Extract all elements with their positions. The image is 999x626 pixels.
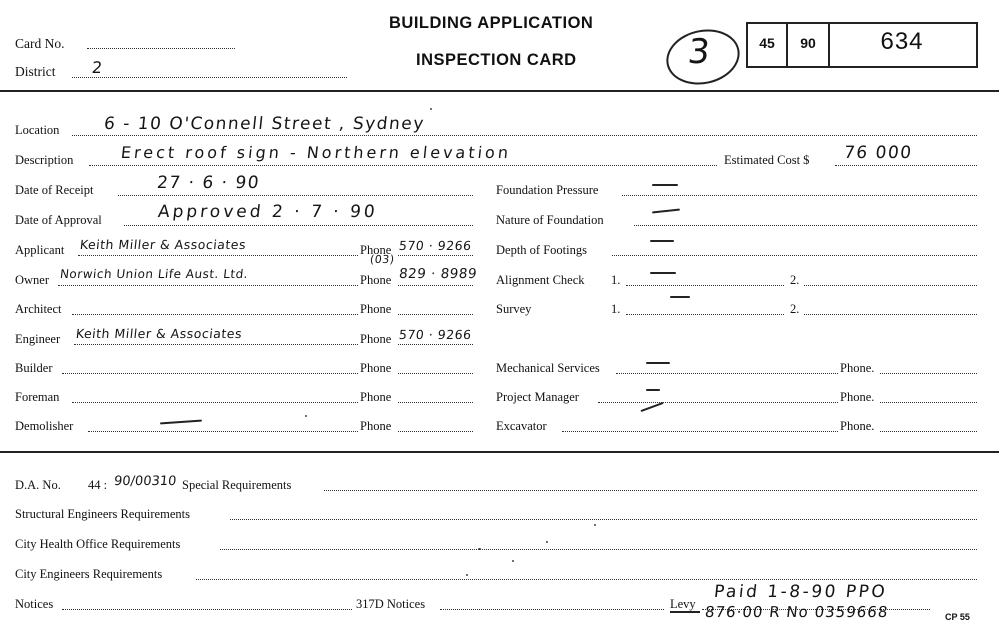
project-manager-line	[598, 402, 838, 403]
builder-line	[62, 373, 358, 374]
description-line	[89, 165, 717, 166]
builder-phone-label: Phone	[360, 361, 392, 375]
excavator-phone-label: Phone.	[840, 419, 875, 433]
project-manager-dash	[646, 389, 660, 391]
owner-phone-line	[398, 285, 473, 286]
estimated-cost-label: Estimated Cost $	[724, 153, 810, 167]
levy-label: Levy	[670, 597, 696, 611]
date-approval-value: Approved 2 · 7 · 90	[156, 202, 379, 222]
architect-label: Architect	[15, 302, 62, 316]
architect-line	[72, 314, 358, 315]
location-value: 6 - 10 O'Connell Street , Sydney	[102, 114, 426, 134]
notices-label: Notices	[15, 597, 54, 611]
scan-speck	[546, 541, 548, 543]
scan-speck	[512, 560, 514, 562]
scan-speck	[430, 108, 432, 110]
engineer-phone-line	[398, 344, 473, 345]
nature-foundation-dash	[652, 209, 680, 214]
applicant-line	[78, 255, 358, 256]
da-prefix: 44 :	[88, 478, 108, 492]
notices-line	[62, 609, 352, 610]
special-label: Special Requirements	[182, 478, 292, 492]
mechanical-line	[616, 373, 838, 374]
foreman-phone-line	[398, 402, 473, 403]
structural-label: Structural Engineers Requirements	[15, 507, 190, 521]
owner-value: Norwich Union Life Aust. Ltd.	[59, 267, 249, 281]
owner-phone: 829 · 8989	[398, 266, 478, 282]
date-receipt-label: Date of Receipt	[15, 183, 94, 197]
depth-footings-dash	[650, 240, 674, 242]
estimated-cost-value: 76 000	[842, 143, 914, 163]
demolisher-phone-label: Phone	[360, 419, 392, 433]
location-label: Location	[15, 123, 60, 137]
description-value: Erect roof sign - Northern elevation	[120, 143, 513, 162]
scan-speck	[305, 415, 307, 417]
form-code: CP 55	[945, 612, 970, 622]
demolisher-line	[88, 431, 358, 432]
foreman-phone-label: Phone	[360, 390, 392, 404]
mechanical-label: Mechanical Services	[496, 361, 600, 375]
nature-foundation-line	[634, 225, 977, 226]
depth-footings-line	[612, 255, 977, 256]
applicant-phone: 570 · 9266	[398, 238, 473, 253]
applicant-label: Applicant	[15, 243, 65, 257]
district-value: 2	[91, 58, 105, 77]
levy-amount: 876·00 R No 0359668	[704, 603, 890, 621]
box-a: 45	[759, 35, 775, 51]
applicant-phone-line	[398, 255, 473, 256]
foreman-line	[72, 402, 358, 403]
date-receipt-line	[118, 195, 473, 196]
district-line	[72, 77, 347, 78]
demolisher-phone-line	[398, 431, 473, 432]
date-approval-label: Date of Approval	[15, 213, 102, 227]
depth-footings-label: Depth of Footings	[496, 243, 587, 257]
applicant-value: Keith Miller & Associates	[79, 237, 247, 252]
alignment-check-label: Alignment Check	[496, 273, 585, 287]
health-label: City Health Office Requirements	[15, 537, 181, 551]
project-manager-phone-line	[880, 402, 977, 403]
project-manager-phone-label: Phone.	[840, 390, 875, 404]
levy-paid: Paid 1-8-90 PPO	[712, 582, 889, 602]
card-no-label: Card No.	[15, 36, 65, 51]
middle-rule	[0, 451, 999, 453]
applicant-phone-label: Phone	[360, 243, 392, 257]
box-number: 634	[880, 28, 924, 55]
levy-underline	[670, 611, 700, 613]
alignment-two-line	[804, 285, 977, 286]
builder-phone-line	[398, 373, 473, 374]
city-eng-label: City Engineers Requirements	[15, 567, 163, 581]
notices317-label: 317D Notices	[356, 597, 426, 611]
alignment-dash	[650, 272, 676, 274]
survey-one-label: 1.	[611, 302, 621, 316]
city-eng-line	[196, 579, 977, 580]
excavator-phone-line	[880, 431, 977, 432]
da-label: D.A. No.	[15, 478, 61, 492]
special-line	[324, 490, 977, 491]
architect-phone-label: Phone	[360, 302, 392, 316]
mechanical-phone-label: Phone.	[840, 361, 875, 375]
card-no-line	[87, 48, 235, 49]
district-label: District	[15, 64, 56, 79]
date-receipt-value: 27 · 6 · 90	[155, 173, 262, 193]
engineer-label: Engineer	[15, 332, 61, 346]
owner-phone-prefix: (03)	[369, 253, 396, 266]
scan-speck	[478, 548, 481, 550]
location-line	[72, 135, 977, 136]
da-value: 90/00310	[113, 474, 178, 489]
survey-two-label: 2.	[790, 302, 800, 316]
survey-two-line	[804, 314, 977, 315]
demolisher-dash	[160, 420, 202, 425]
notices317-line	[440, 609, 664, 610]
structural-line	[230, 519, 977, 520]
survey-one-line	[626, 314, 784, 315]
engineer-phone-label: Phone	[360, 332, 392, 346]
foreman-label: Foreman	[15, 390, 60, 404]
owner-phone-label: Phone	[360, 273, 392, 287]
owner-label: Owner	[15, 273, 50, 287]
excavator-label: Excavator	[496, 419, 547, 433]
date-approval-line	[124, 225, 473, 226]
excavator-line	[562, 431, 838, 432]
architect-phone-line	[398, 314, 473, 315]
health-line	[220, 549, 977, 550]
foundation-pressure-label: Foundation Pressure	[496, 183, 599, 197]
foundation-pressure-dash	[652, 184, 678, 186]
survey-label: Survey	[496, 302, 532, 316]
builder-label: Builder	[15, 361, 53, 375]
engineer-value: Keith Miller & Associates	[75, 326, 243, 341]
engineer-line	[74, 344, 358, 345]
title-line-2: INSPECTION CARD	[416, 51, 577, 69]
description-label: Description	[15, 153, 74, 167]
header-rule	[0, 90, 999, 92]
alignment-two-label: 2.	[790, 273, 800, 287]
mechanical-dash	[646, 362, 670, 364]
alignment-one-line	[626, 285, 784, 286]
box-b: 90	[800, 35, 816, 51]
mechanical-phone-line	[880, 373, 977, 374]
title-line-1: BUILDING APPLICATION	[389, 14, 594, 32]
circled-number: 3	[685, 32, 712, 72]
project-manager-tick	[640, 402, 663, 412]
project-manager-label: Project Manager	[496, 390, 579, 404]
nature-foundation-label: Nature of Foundation	[496, 213, 604, 227]
survey-dash	[670, 296, 690, 298]
scan-speck	[466, 574, 468, 576]
scan-speck	[594, 524, 596, 526]
engineer-phone: 570 · 9266	[398, 327, 473, 342]
demolisher-label: Demolisher	[15, 419, 74, 433]
estimated-cost-line	[835, 165, 977, 166]
alignment-one-label: 1.	[611, 273, 621, 287]
owner-line	[58, 285, 358, 286]
foundation-pressure-line	[622, 195, 977, 196]
